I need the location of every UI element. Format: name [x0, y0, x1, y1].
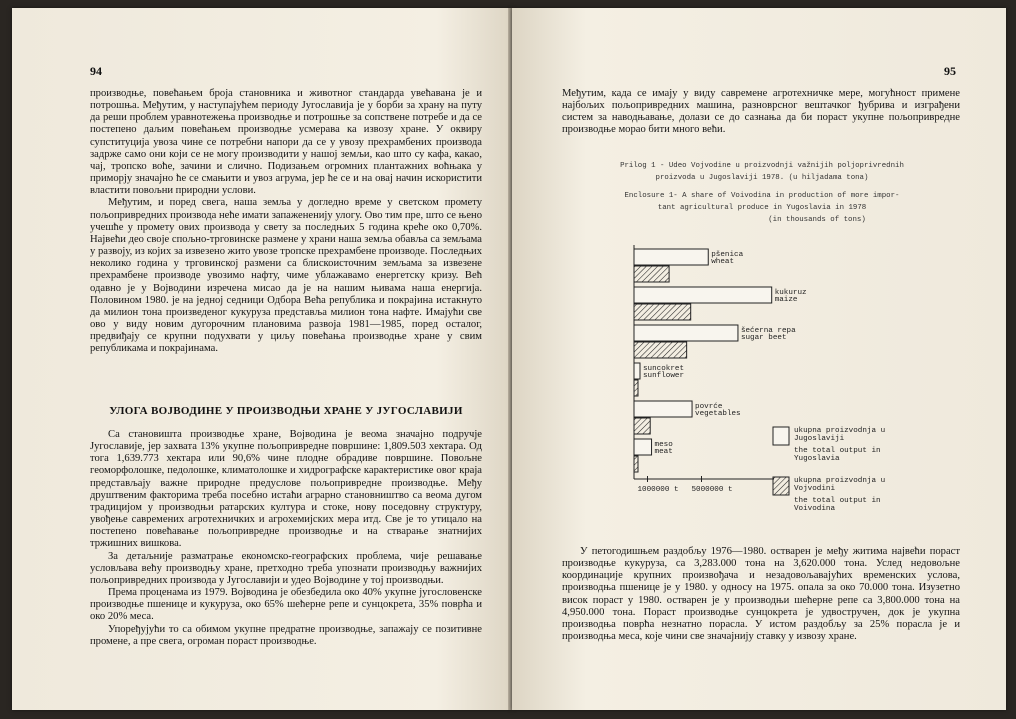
category-label-sr-4: povrće: [695, 403, 723, 411]
left-paragraph-6: Упоређујући то са обимом укупне предратне производње, запажају се позитивне промене, а пре свега, огроман пораст производње.: [90, 623, 482, 647]
category-label-en-4: vegetables: [695, 410, 741, 418]
legend-label-en-0: the total output in: [794, 447, 881, 455]
chart-caption-serbian: [562, 160, 962, 184]
section-heading: УЛОГА ВОЈВОДИНЕ У ПРОИЗВОДЊИ ХРАНЕ У ЈУГОСЛАВИЈИ: [109, 405, 463, 417]
legend-label-sr-1: ukupna proizvodnja u: [794, 477, 886, 485]
left-paragraph-5: Према проценама из 1979. Војводина је обезбедила око 40% укупне југословенске производње пшенице и кукуруза, око 65% шећерне репе и сунцокрета, 35% поврћа и око 20% меса.: [90, 587, 482, 623]
left-body-text-bottom: [90, 429, 482, 648]
category-label-sr-0: pšenica: [711, 251, 744, 259]
left-paragraph-3: Са становишта производње хране, Војводина је веома значајно подручје Југославије, јер захвата 13% укупне пољопривредне површине: 1,809.503 хектара. Од тога 1,639.773 хектара или 90,6% чине плодне обрадиве површине. Повољне геоморфолошке, педолошке, климатолошке и хидрографске карактеристике овог краја представљају важне природне предуслове пољопривредне производње. Међу друштвеним факторима треба посебно истаћи аграрно становништво са веома дугом традицијом у производњи ратарских култура и стоке, нову поседовну структуру, увођење савремених агротехничких и агрохемијских мера итд. Све је то утицало на постепено повећавање пољопривредне производње и на стварање знатнијих тржишних вишкова.: [90, 429, 482, 550]
right-page: [512, 8, 1006, 710]
bar-voivodina-4: [634, 418, 650, 434]
bar-total-5: [634, 439, 652, 455]
left-page: [12, 8, 512, 710]
bar-voivodina-0: [634, 266, 669, 282]
legend-swatch-1: [773, 477, 789, 495]
x-tick-label-0: 1000000 t: [637, 486, 679, 494]
category-label-en-1: maize: [774, 296, 798, 304]
caption-en-line-2: tant agricultural produce in Yugoslavia in 1978: [657, 204, 867, 212]
caption-en-line-3: (in thousands of tons): [768, 216, 866, 224]
right-body-text-bottom: [562, 546, 960, 643]
left-body-text-top: [90, 88, 482, 355]
page-number-left: 94: [90, 64, 102, 78]
caption-en-line-1: Enclosure 1- A share of Voivodina in production of more impor-: [624, 192, 900, 200]
bar-total-0: [634, 249, 708, 265]
legend-label-en2-0: Yugoslavia: [794, 455, 840, 463]
bar-voivodina-3: [634, 380, 638, 396]
legend-label-sr2-1: Vojvodini: [794, 485, 836, 493]
right-paragraph-1: Међутим, када се имају у виду савремене агротехничке мере, могућност примене најбољих пољопривредних машина, разноврсног вештачког ђубрива и изграђени систем за наводњавање, долази се до сазнања да би пораст укупне пољопривредне производње морао бити много већи.: [562, 88, 960, 136]
category-label-en-5: meat: [654, 448, 673, 456]
category-label-en-2: sugar beet: [740, 334, 787, 342]
bar-voivodina-1: [634, 304, 691, 320]
production-bar-chart: [598, 235, 898, 535]
bar-voivodina-2: [634, 342, 687, 358]
caption-sr-line-1: Prilog 1 - Udeo Vojvodine u proizvodnji važnijih poljoprivrednih: [620, 162, 904, 170]
legend-label-sr-0: ukupna proizvodnja u: [794, 427, 886, 435]
category-label-sr-2: šećerna repa: [740, 327, 796, 335]
bar-total-4: [634, 401, 692, 417]
legend-swatch-0: [773, 427, 789, 445]
left-paragraph-4: За детаљније разматрање економско-географских проблема, чије решавање условљава већу производњу хране, претходно треба упознати производњу важнијих пољопривредних производа у Југославији и удео Војводине у тој производњи.: [90, 550, 482, 586]
category-label-en-3: sunflower: [643, 372, 685, 380]
legend-label-sr2-0: Jugoslaviji: [794, 435, 845, 443]
page-number-right: 95: [944, 64, 956, 78]
bar-voivodina-5: [634, 456, 638, 472]
category-label-sr-1: kukuruz: [774, 289, 807, 297]
category-label-en-0: wheat: [711, 258, 735, 266]
caption-sr-line-2: proizvoda u Jugoslaviji 1978. (u hiljadama tona): [655, 174, 869, 182]
legend-label-en2-1: Voivodina: [794, 505, 836, 513]
bar-total-1: [634, 287, 772, 303]
bar-total-3: [634, 363, 640, 379]
chart-caption-english: [562, 190, 962, 226]
left-paragraph-1: производње, повећањем броја становника и животног стандарда увећавана је и потрошња. Међутим, у наступајућем периоду Југославија је у борби за храну на путу да реши проблем уравнотежења производње и потрошње за сопствене потребе и да се постепено даљим повећањем производње усмерава ка извозу хране. У оквиру супституција увоза чине се потребни напори да се у увозу прехрамбених производа задрже само они који се не могу производити у нашој земљи, као што су кафа, какао, чај, тропско воће, зачини и слично. Подизањем огромних плантажних воћњака у приморју значајно ће се смањити и увоз агрума, јер ће се и на овај начин искористити властити повољни природни услови.: [90, 88, 482, 197]
category-label-sr-3: suncokret: [643, 365, 685, 373]
right-body-text-top: [562, 88, 960, 137]
category-label-sr-5: meso: [654, 441, 673, 449]
bar-total-2: [634, 325, 738, 341]
right-paragraph-2: У петогодишњем раздобљу 1976—1980. остварен је међу житима највећи пораст производње кукуруза, са 3,283.000 тона на 3,620.000 тона. Услед недовољне координације крупних произвођача и незадовољавајућих временских услова, производња пшенице је у 1980. у односу на 1975. опала за око 70.000 тона. Изузетно висок пораст у 1980. остварен је у производњи шећерне репе са 3,800.000 тона на 4,950.000 тона. Пораст производње сунцокрета је удвостручен, док је укупна производња поврћа незнатно порасла. У истом раздобљу за 25% порасла је и производња меса, које чини све значајнију ставку у извозу хране.: [562, 546, 960, 643]
legend-label-en-1: the total output in: [794, 497, 881, 505]
x-tick-label-1: 5000000 t: [691, 486, 733, 494]
left-paragraph-2: Међутим, и поред свега, наша земља у догледно време у светском промету пољопривредних производа неће имати запажененију улогу. Ово тим пре, што се њено учешће у промету ових производа у свету за последњих 5 година креће око 0,70%. Највећи део своје спољно-трговинске размене у храни наша земља обавља са земљама у развоју, из којих за извезено жито увозе тропске прехрамбене производе. Последњих неколико година у трговинској размени са блискоисточним земљама за извезене прехрамбене производе увозимо нафту, чиме ублажавамо енергетску кризу. Већ одавно је у Војводини изречена мисао да је на нашим њивама наша енергија. Половином 1980. је на једној седници Одбора Већа република и покрајина истакнуто да милион тона произведеног кукуруза представља милион тона нафте. Имајући све ово у виду новим дугорочним плановима развоја 1981—1985, поред осталог, предвиђају се крупни подухвати у циљу повећања производње хране у свим републикама и покрајинама.: [90, 197, 482, 355]
